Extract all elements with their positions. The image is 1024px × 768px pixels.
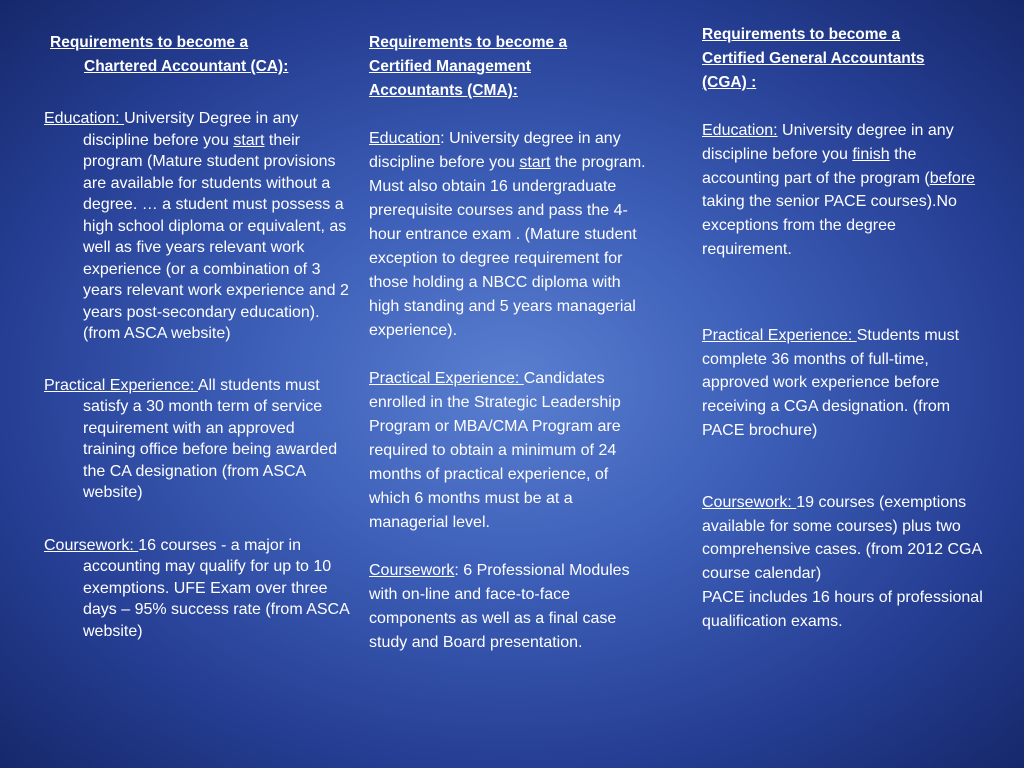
cma-practical-label: Practical Experience: <box>369 370 524 387</box>
cga-education-underlined: finish <box>852 145 890 163</box>
cga-pace: PACE includes 16 hours of professional qualification exams. <box>702 588 983 630</box>
ca-practical-text: All students must satisfy a 30 month term of service requirement with an approved training office before being awarded the CA designation (from ASCA website) <box>83 376 338 501</box>
cga-practical <box>702 324 987 443</box>
ca-coursework <box>44 535 350 643</box>
cga-heading: Requirements to become a Certified General Accountants (CGA) : <box>702 26 925 91</box>
cma-education-rest: the program. Must also obtain 16 undergraduate prerequisite courses and pass the 4-hour entrance exam . (Mature student exception to degree requirement for those holding a NBCC diploma with high standing and 5 years managerial experience). <box>369 154 646 339</box>
cga-education <box>702 119 987 262</box>
ca-coursework-label: Coursework: <box>44 536 139 554</box>
cga-education-underlined2: before <box>929 169 976 187</box>
cga-practical-label: Practical Experience: <box>702 326 857 344</box>
ca-coursework-text: 16 courses - a major in accounting may qualify for up to 10 exemptions. UFE Exam over three days – 95% success rate (from ASCA website) <box>83 536 349 640</box>
cma-practical <box>369 367 649 535</box>
ca-heading-line2: Chartered Accountant (CA): <box>84 58 289 75</box>
ca-practical <box>44 375 350 504</box>
cma-education-label: Education <box>369 130 441 147</box>
cma-coursework-label: Coursework <box>369 562 455 579</box>
ca-column <box>44 31 350 642</box>
ca-practical-label: Practical Experience: <box>44 376 198 394</box>
cga-coursework-label: Coursework: <box>702 493 797 511</box>
ca-education-text: University Degree in any discipline before you <box>83 110 299 149</box>
cga-education-rest: taking the senior PACE courses).No exceptions from the degree requirement. <box>702 193 957 258</box>
ca-heading-line1: Requirements to become a <box>50 34 249 51</box>
cga-education-mid: the accounting part of the program ( <box>702 145 930 187</box>
cma-column <box>369 31 649 655</box>
ca-heading <box>44 31 350 79</box>
ca-education-label: Education: <box>44 110 125 127</box>
cma-practical-text: Candidates enrolled in the Strategic Leadership Program or MBA/CMA Program are required to obtain a minimum of 24 months of practical experience, of which 6 months must be at a managerial level. <box>369 370 621 531</box>
ca-education <box>44 108 350 345</box>
cma-education-text: : University degree in any discipline before you <box>369 130 621 171</box>
cma-heading: Requirements to become a Certified Management Accountants (CMA): <box>369 34 568 99</box>
cma-education <box>369 127 649 343</box>
cga-education-text: University degree in any discipline before you <box>702 122 954 163</box>
cma-coursework <box>369 559 649 655</box>
cma-coursework-text: : 6 Professional Modules with on-line and face-to-face components as well as a final case study and Board presentation. <box>369 562 630 651</box>
cga-coursework-text: 19 courses (exemptions available for some courses) plus two comprehensive cases. (from 2012 CGA course calendar) <box>702 493 982 583</box>
cga-education-label: Education: <box>702 122 778 139</box>
cga-coursework <box>702 491 987 586</box>
ca-education-rest: their program (Mature student provisions are available for students without a degree. … a student must possess a high school diploma or equivalent, as well as five years relevant work experience (or a combination of 3 years relevant work experience and 2 years post-secondary education). (from ASCA website) <box>83 131 349 342</box>
cga-practical-text: Students must complete 36 months of full-time, approved work experience before receiving a CGA designation. (from PACE brochure) <box>702 326 960 439</box>
ca-education-underlined: start <box>233 131 265 149</box>
cga-column <box>702 23 987 634</box>
cma-education-underlined: start <box>519 154 551 171</box>
